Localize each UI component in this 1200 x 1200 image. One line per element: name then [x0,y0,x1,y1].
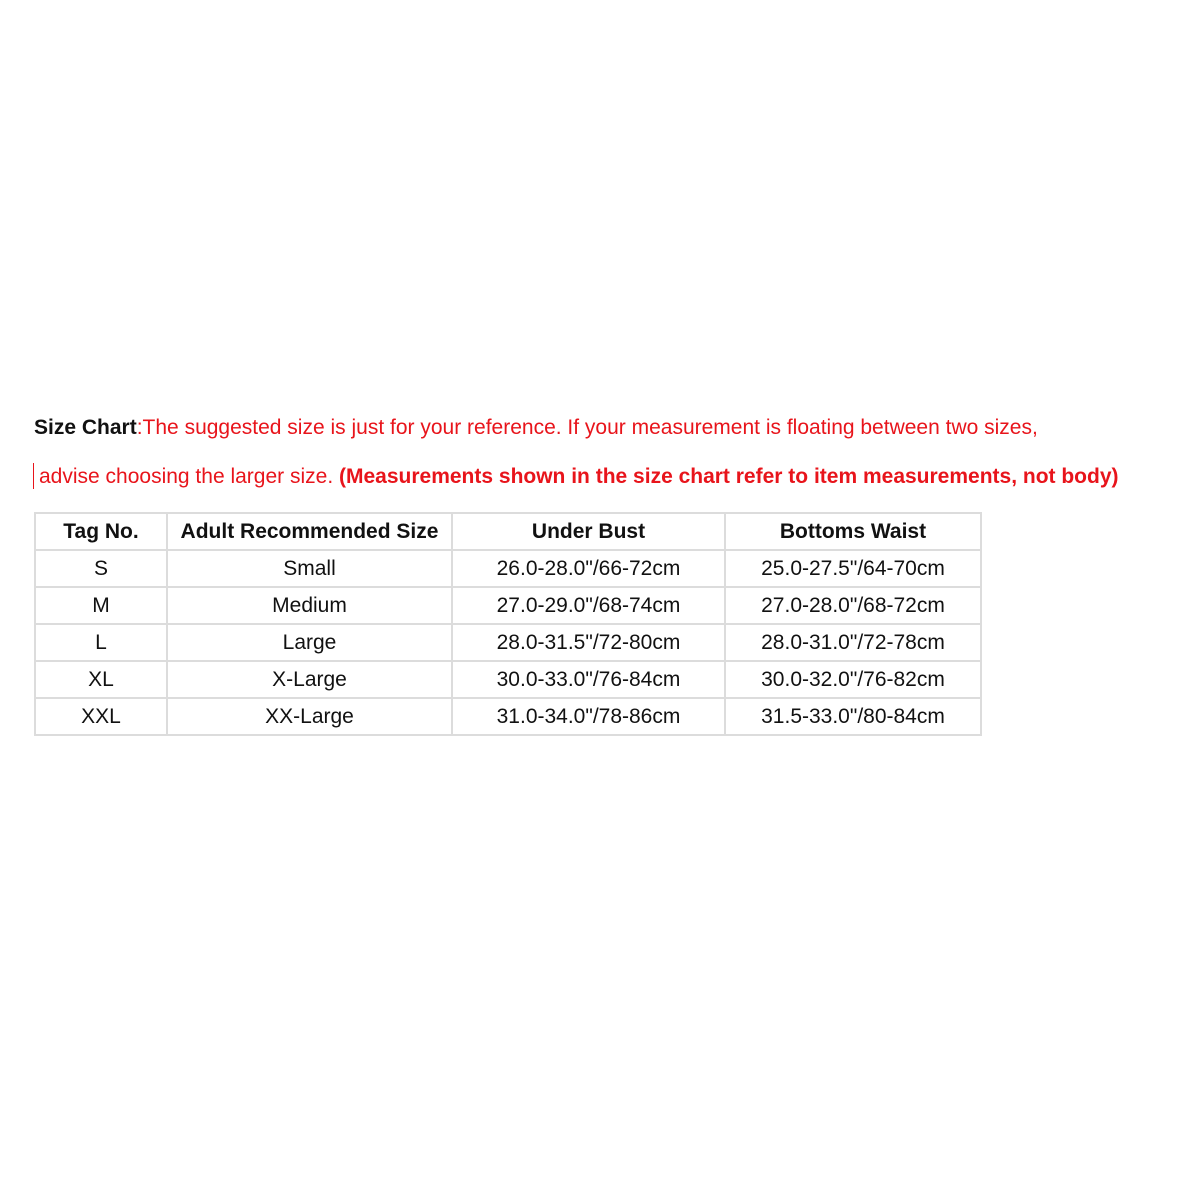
cell-bottoms-waist: 28.0-31.0"/72-78cm [725,624,981,661]
intro-text-line-1: The suggested size is just for your reference. If your measurement is floating between two sizes, [142,416,1038,439]
table-row [35,587,981,624]
cell-under-bust: 30.0-33.0"/76-84cm [452,661,725,698]
cell-under-bust: 27.0-29.0"/68-74cm [452,587,725,624]
header-adult-recommended-size: Adult Recommended Size [167,513,452,550]
cell-bottoms-waist: 30.0-32.0"/76-82cm [725,661,981,698]
cell-size: Large [167,624,452,661]
cell-tag: XL [35,661,167,698]
measurement-note: (Measurements shown in the size chart refer to item measurements, not body) [339,465,1119,488]
cell-size: XX-Large [167,698,452,735]
cell-size: Medium [167,587,452,624]
intro-separator: : [136,416,143,439]
cell-under-bust: 28.0-31.5"/72-80cm [452,624,725,661]
size-chart-intro-line-1 [34,415,1038,441]
table-header-row [35,513,981,550]
intro-text-line-2: advise choosing the larger size. [39,465,339,488]
table-row [35,624,981,661]
cell-bottoms-waist: 31.5-33.0"/80-84cm [725,698,981,735]
header-bottoms-waist: Bottoms Waist [725,513,981,550]
size-chart-intro-line-2 [33,463,1119,490]
table-row [35,698,981,735]
text-cursor-mark [33,463,34,489]
size-chart-table [34,512,982,736]
header-under-bust: Under Bust [452,513,725,550]
table-row [35,550,981,587]
cell-tag: M [35,587,167,624]
cell-tag: L [35,624,167,661]
header-tag-no: Tag No. [35,513,167,550]
cell-bottoms-waist: 25.0-27.5"/64-70cm [725,550,981,587]
cell-under-bust: 26.0-28.0"/66-72cm [452,550,725,587]
cell-under-bust: 31.0-34.0"/78-86cm [452,698,725,735]
cell-size: Small [167,550,452,587]
size-chart-label: Size Chart [34,416,137,439]
table-row [35,661,981,698]
cell-size: X-Large [167,661,452,698]
cell-tag: XXL [35,698,167,735]
cell-tag: S [35,550,167,587]
cell-bottoms-waist: 27.0-28.0"/68-72cm [725,587,981,624]
